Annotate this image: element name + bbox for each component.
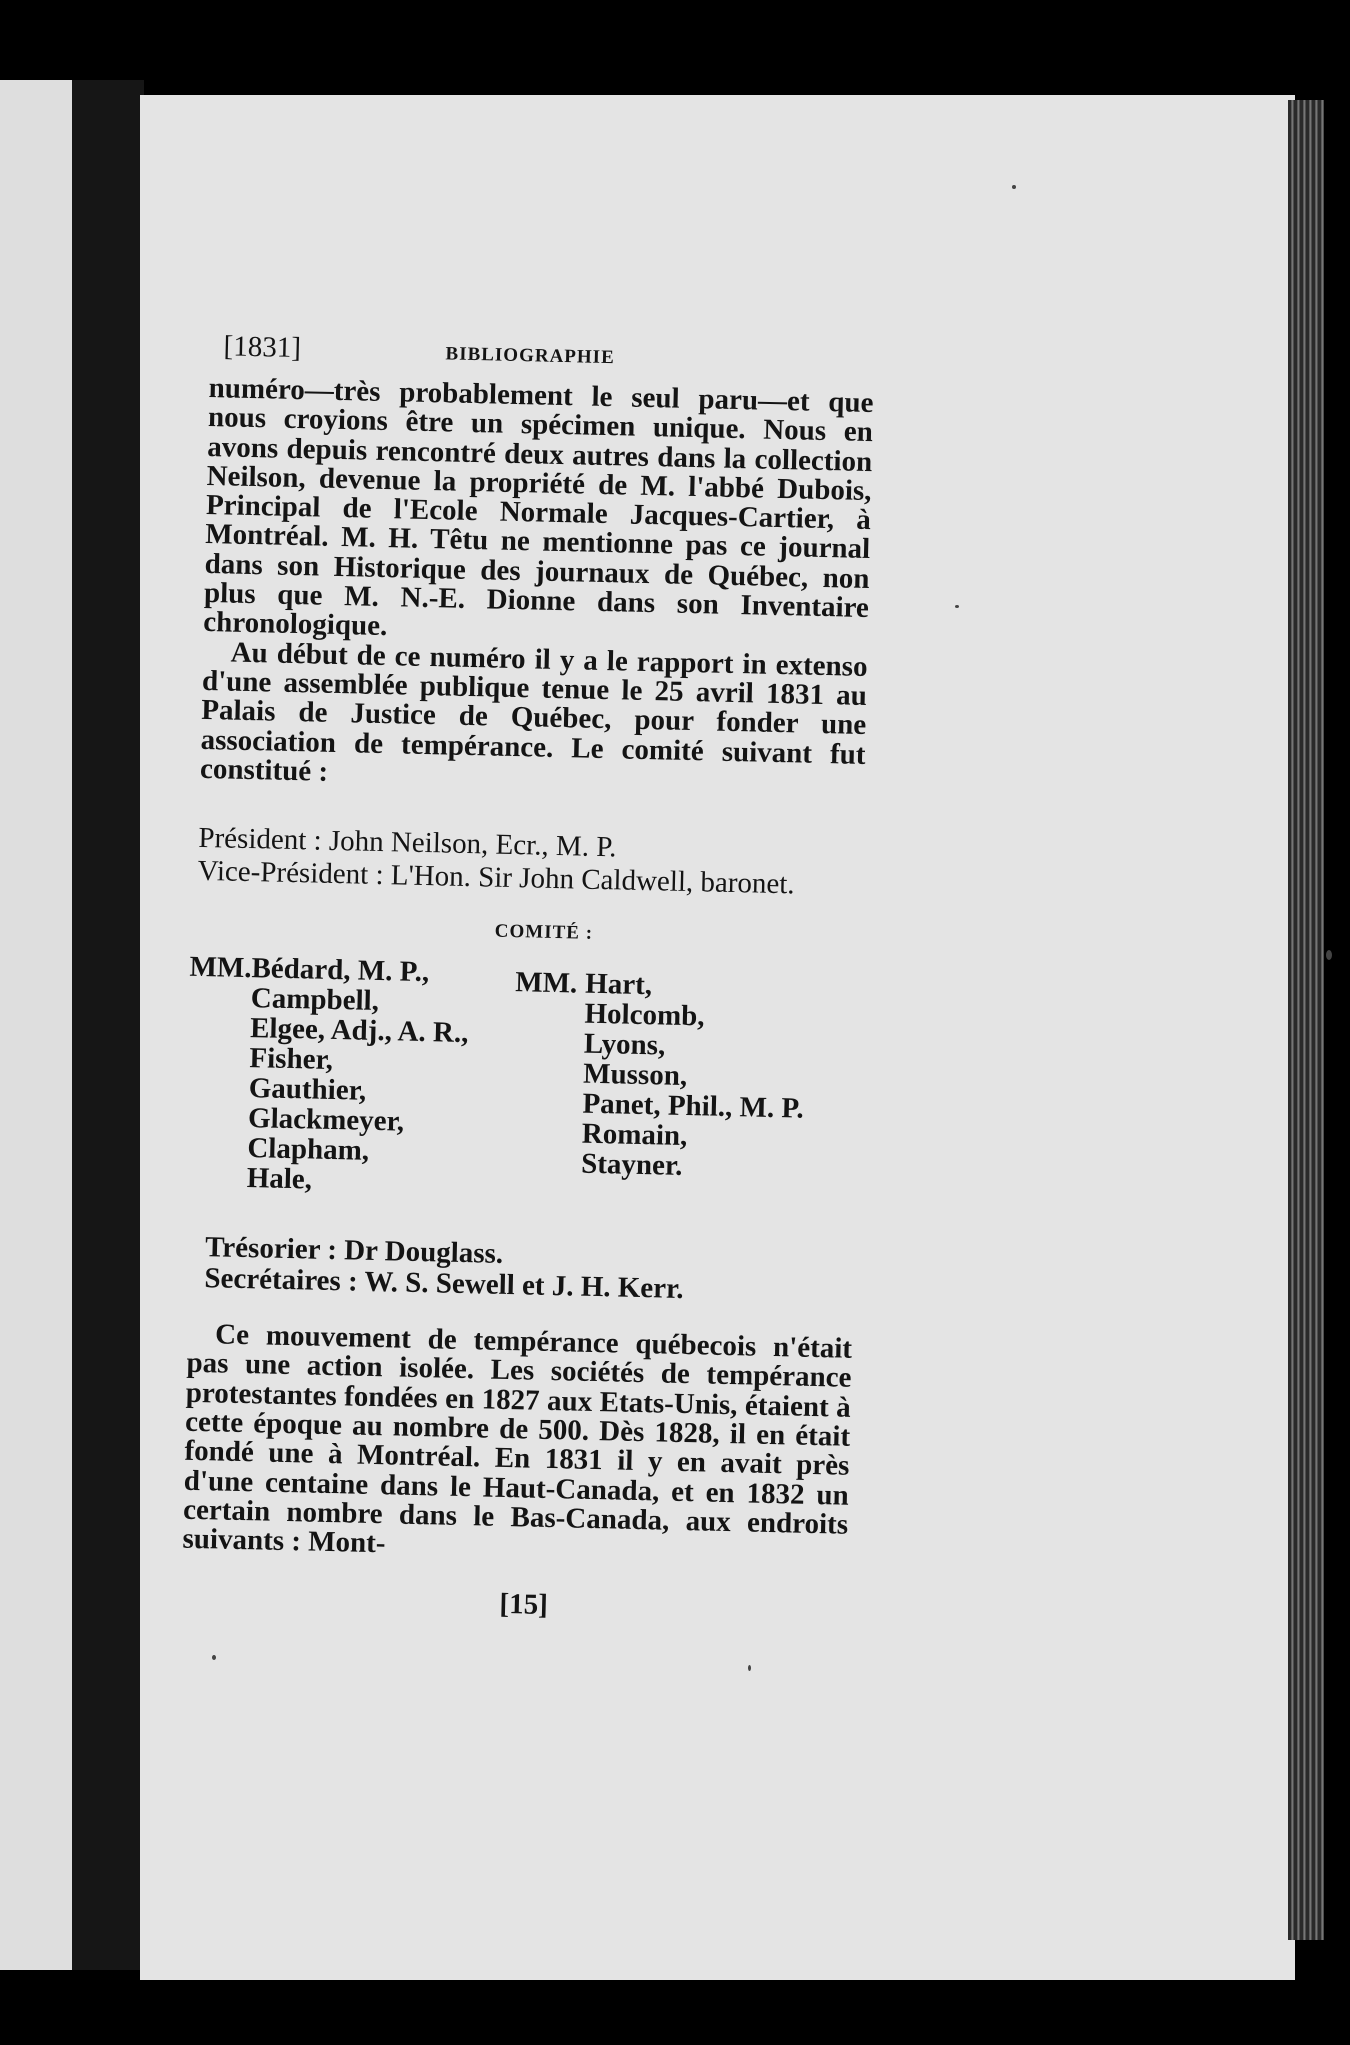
facing-page-edge	[0, 80, 72, 1970]
member-name: Gauthier,	[248, 1072, 367, 1107]
member-row	[511, 1147, 683, 1183]
member-name: Elgee, Adj., A. R.,	[249, 1012, 469, 1050]
vice-president-line: Vice-Président : L'Hon. Sir John Caldwell, baronet.	[197, 855, 796, 901]
member-name: Fisher,	[249, 1042, 334, 1077]
member-row	[512, 1117, 688, 1153]
officers	[197, 822, 863, 903]
paper-speck	[1012, 185, 1016, 189]
member-name: Musson,	[582, 1057, 688, 1093]
member-name: Campbell,	[250, 982, 380, 1018]
member-name: Glackmeyer,	[247, 1102, 405, 1138]
paper-speck	[1326, 950, 1332, 960]
tresorier-line: Trésorier : Dr Douglass.	[204, 1231, 504, 1271]
member-name: Lyons,	[583, 1027, 666, 1062]
member-row	[514, 997, 705, 1033]
member-row	[514, 966, 653, 1002]
member-name: Hale,	[246, 1162, 313, 1196]
member-row	[514, 1027, 666, 1062]
running-title: BIBLIOGRAPHIE	[445, 343, 615, 369]
member-name: Panet, Phil., M. P.	[582, 1087, 805, 1125]
running-year: [1831]	[223, 330, 302, 365]
paper-speck	[212, 1655, 216, 1660]
paragraph-3: Ce mouvement de tempérance québecois n'était pas une action isolée. Les sociétés de tempérance protestantes fondées en 1827 aux Etats-Unis, étaient à cette époque au nombre de 500. Dès 1828, il en était fondé une à Montréal. En 1831 il y en avait près d'une centaine dans le Haut-Canada, et en 1832 un certain nombre dans le Bas-Canada, aux endroits suivants : Mont-	[182, 1318, 853, 1560]
member-name: Bédard, M. P.,	[251, 952, 430, 989]
committee-column-right	[511, 966, 805, 1183]
paragraph-2: Au début de ce numéro il y a le rapport in extenso d'une assemblée publique tenue le 25 avril 1831 au Palais de Justice de Québec, pour fonder une association de tempérance. Le comité suivant fut constitué :	[199, 636, 868, 788]
page-number: [15]	[499, 1587, 549, 1621]
paper-speck	[748, 1665, 751, 1671]
page-text	[181, 330, 875, 1628]
member-name: Romain,	[581, 1117, 688, 1153]
member-name: Clapham,	[247, 1132, 370, 1167]
member-row	[189, 950, 430, 989]
book-gutter	[72, 80, 144, 1970]
page-stack-edge	[1288, 100, 1324, 1940]
committee-members	[190, 952, 860, 1215]
member-row	[512, 1087, 805, 1125]
paragraph-1: numéro—très probablement le seul paru—et que nous croyions être un spécimen unique. Nous en avons depuis rencontré deux autres dans la collection Neilson, devenue la propriété de M. l'abbé Dubois, Principal de l'Ecole Normale Jacques-Cartier, à Montréal. M. H. Têtu ne mentionne pas ce journal dans son Historique des journaux de Québec, non plus que M. N.-E. Dionne dans son Inventaire chronologique.	[203, 371, 874, 643]
member-name: Hart,	[584, 967, 653, 1002]
member-prefix: MM.	[514, 966, 578, 1000]
committee-heading: COMITÉ :	[494, 920, 594, 944]
member-name: Holcomb,	[584, 997, 705, 1033]
member-row	[513, 1057, 688, 1093]
secretaires-line: Secrétaires : W. S. Sewell et J. H. Kerr.	[204, 1262, 684, 1306]
president-line: Président : John Neilson, Ecr., M. P.	[198, 822, 617, 864]
paper-speck	[955, 605, 959, 608]
member-name: Stayner.	[580, 1147, 683, 1183]
member-prefix: MM.	[189, 950, 252, 985]
